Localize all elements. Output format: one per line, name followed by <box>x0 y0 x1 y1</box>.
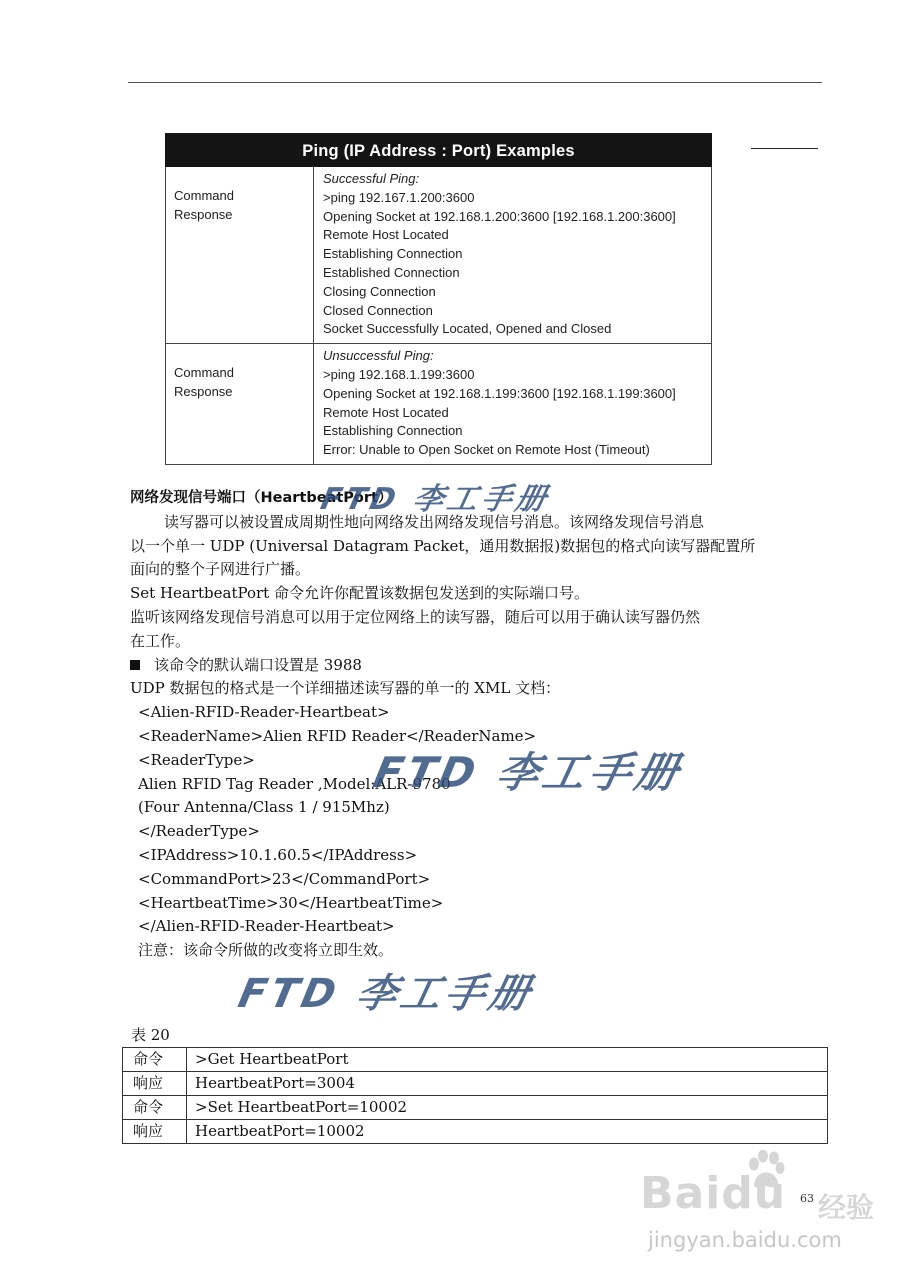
side-rule <box>751 148 818 149</box>
ping-line: Remote Host Located <box>323 227 449 243</box>
table-cell-key: 响应 <box>123 1072 187 1096</box>
ping-label-response: Response <box>174 383 233 399</box>
xml-line: <HeartbeatTime>30</HeartbeatTime> <box>138 893 444 912</box>
xml-line: <IPAddress>10.1.60.5</IPAddress> <box>138 845 418 864</box>
bullet-item: 该命令的默认端口设置是 3988 <box>130 654 830 678</box>
xml-line: </ReaderType> <box>138 822 260 841</box>
paragraph-line: 监听该网络发现信号消息可以用于定位网络上的读写器，随后可以用于确认读写器仍然 <box>130 607 701 626</box>
xml-intro: UDP 数据包的格式是一个详细描述读写器的单一的 XML 文档： <box>130 679 561 698</box>
ping-line: Closed Connection <box>323 302 433 318</box>
ping-heading: Successful Ping: <box>323 171 420 186</box>
paragraph-line: 以一个单一 UDP (Universal Datagram Packet，通用数据报)数据包的格式向读写器配置所 <box>130 536 756 555</box>
baidu-brand: Baidu <box>640 1168 787 1219</box>
watermark-middle: FTD 李工手册 <box>369 748 687 797</box>
section-body <box>130 487 830 963</box>
command-table <box>122 1047 828 1144</box>
baidu-jingyan-cn: 经验 <box>818 1191 875 1224</box>
table-row <box>123 1096 828 1120</box>
ping-block-unsuccessful <box>165 344 712 465</box>
xml-line: <ReaderName>Alien RFID Reader</ReaderName> <box>138 726 537 745</box>
table-cell-key: 命令 <box>123 1048 187 1072</box>
ping-heading: Unsuccessful Ping: <box>323 348 434 364</box>
header-rule <box>128 82 822 83</box>
table-caption: 表 20 <box>131 1026 170 1044</box>
table-cell-value: >Get HeartbeatPort <box>187 1048 828 1072</box>
table-cell-key: 命令 <box>123 1096 187 1120</box>
table-row <box>123 1072 828 1096</box>
table-row <box>123 1048 828 1072</box>
ping-label-response: Response <box>174 206 233 222</box>
paragraph-line: 面向的整个子网进行广播。 <box>130 560 311 579</box>
table-cell-value: HeartbeatPort=10002 <box>187 1120 828 1144</box>
paragraph-line: 读写器可以被设置成周期性地向网络发出网络发现信号消息。该网络发现信号消息 <box>164 512 705 531</box>
ping-table-title: Ping (IP Address : Port) Examples <box>165 133 712 167</box>
ping-line: Remote Host Located <box>323 404 449 420</box>
table-cell-value: >Set HeartbeatPort=10002 <box>187 1096 828 1120</box>
table-cell-key: 响应 <box>123 1120 187 1144</box>
paragraph-line: 在工作。 <box>130 631 191 650</box>
xml-line: Alien RFID Tag Reader ,Model:ALR-9780 <box>138 774 451 793</box>
ping-line: Establishing Connection <box>323 423 463 439</box>
xml-line: (Four Antenna/Class 1 / 915Mhz) <box>138 798 390 817</box>
xml-line: <CommandPort>23</CommandPort> <box>138 869 431 888</box>
ping-label-command: Command <box>174 365 234 381</box>
ping-line: Opening Socket at 192.168.1.200:3600 [192.168.1.200:3600] <box>323 208 676 224</box>
ping-examples-table <box>165 133 712 465</box>
ping-label-command: Command <box>174 188 234 203</box>
ping-line: Opening Socket at 192.168.1.199:3600 [192.168.1.199:3600] <box>323 385 676 401</box>
baidu-jingyan-logo <box>640 1160 900 1270</box>
ping-line: Closing Connection <box>323 283 436 299</box>
xml-line: <Alien-RFID-Reader-Heartbeat> <box>138 703 390 722</box>
ping-line: >ping 192.167.1.200:3600 <box>323 189 475 205</box>
baidu-url: jingyan.baidu.com <box>648 1228 842 1252</box>
square-bullet-icon <box>130 660 140 670</box>
watermark-top: FTD 李工手册 <box>317 482 554 517</box>
watermark-bottom: FTD 李工手册 <box>234 971 538 1017</box>
xml-line: </Alien-RFID-Reader-Heartbeat> <box>138 917 395 936</box>
ping-block-successful <box>165 167 712 344</box>
ping-line: Socket Successfully Located, Opened and Closed <box>323 321 612 337</box>
page-number: 63 <box>800 1192 814 1205</box>
section-heading: 网络发现信号端口（HeartbeatPort） <box>130 490 393 506</box>
ping-line: Establishing Connection <box>323 246 463 262</box>
ping-line: Error: Unable to Open Socket on Remote Host (Timeout) <box>323 442 650 458</box>
table-cell-value: HeartbeatPort=3004 <box>187 1072 828 1096</box>
note-line: 注意：该命令所做的改变将立即生效。 <box>138 941 394 960</box>
table-row <box>123 1120 828 1144</box>
ping-line: Established Connection <box>323 264 460 280</box>
paragraph-line: Set HeartbeatPort 命令允许你配置该数据包发送到的实际端口号。 <box>130 584 589 603</box>
ping-line: >ping 192.168.1.199:3600 <box>323 366 475 382</box>
xml-line: <ReaderType> <box>138 750 255 769</box>
